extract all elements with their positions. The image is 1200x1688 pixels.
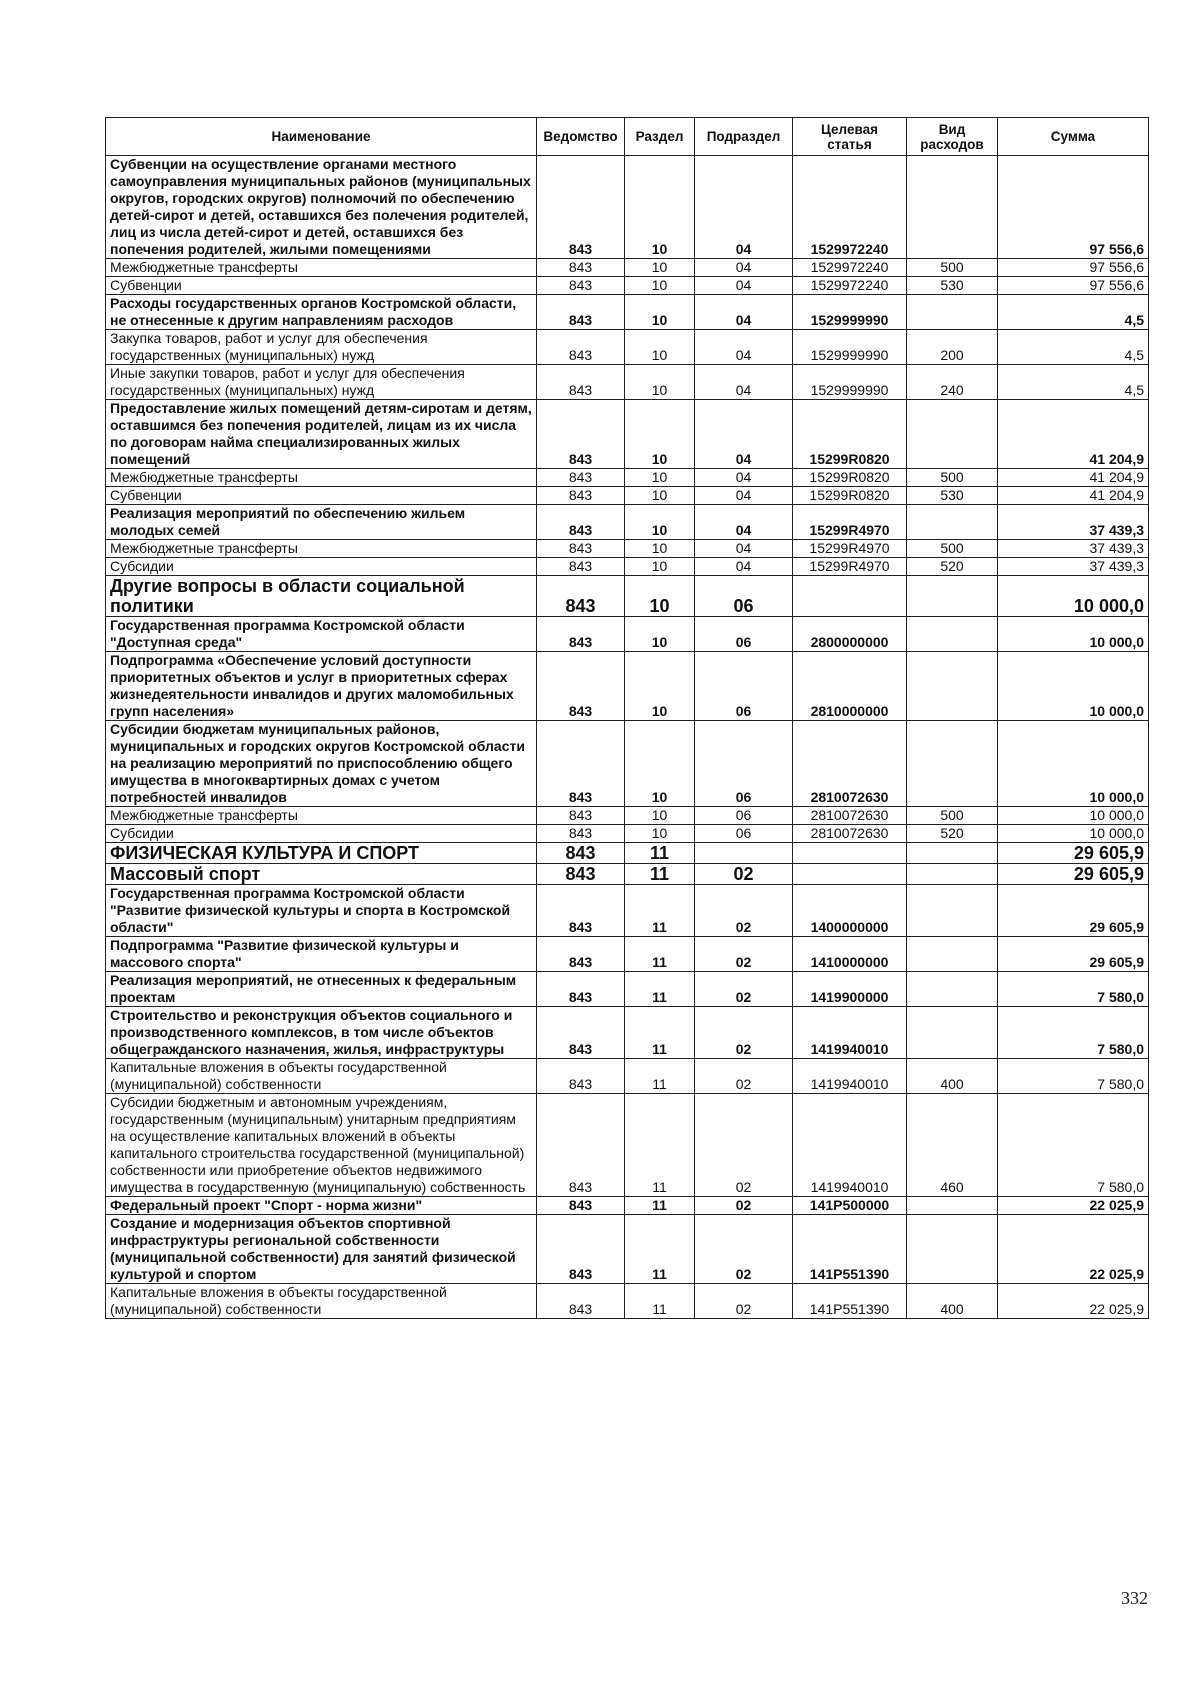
cell-expense-type — [907, 400, 998, 469]
cell-amount: 41 204,9 — [998, 469, 1149, 487]
cell-name: Межбюджетные трансферты — [106, 469, 537, 487]
cell-section: 11 — [625, 843, 695, 864]
cell-expense-type: 400 — [907, 1059, 998, 1094]
cell-name: Капитальные вложения в объекты государственной (муниципальной) собственности — [106, 1059, 537, 1094]
cell-name: Субвенции на осуществление органами местного самоуправления муниципальных районов (муниципальных округов, городских округов) полномочий по обеспечению детей-сирот и детей, оставшихся без полечения родителей, лиц из числа детей-сирот и детей, оставшихся без попечения родителей, жилыми помещениями — [106, 156, 537, 259]
cell-expense-type: 460 — [907, 1094, 998, 1197]
cell-expense-type — [907, 972, 998, 1007]
cell-expense-type: 520 — [907, 558, 998, 576]
cell-name: Межбюджетные трансферты — [106, 540, 537, 558]
cell-section: 11 — [625, 1094, 695, 1197]
cell-section: 10 — [625, 576, 695, 617]
table-row — [106, 365, 1149, 400]
cell-target-article — [793, 843, 907, 864]
cell-target-article: 1529999990 — [793, 330, 907, 365]
cell-target-article: 141Р551390 — [793, 1215, 907, 1284]
cell-amount: 22 025,9 — [998, 1215, 1149, 1284]
cell-department: 843 — [537, 330, 625, 365]
cell-department: 843 — [537, 1284, 625, 1319]
cell-subsection: 04 — [695, 487, 793, 505]
table-row — [106, 617, 1149, 652]
cell-expense-type — [907, 1197, 998, 1215]
cell-expense-type — [907, 937, 998, 972]
cell-department: 843 — [537, 1094, 625, 1197]
cell-subsection: 06 — [695, 652, 793, 721]
table-row — [106, 652, 1149, 721]
cell-subsection: 04 — [695, 330, 793, 365]
cell-subsection: 04 — [695, 156, 793, 259]
cell-amount: 37 439,3 — [998, 505, 1149, 540]
cell-expense-type: 500 — [907, 807, 998, 825]
cell-target-article — [793, 864, 907, 885]
cell-name: Создание и модернизация объектов спортивной инфраструктуры региональной собственности (муниципальной собственности) для занятий физической культурой и спортом — [106, 1215, 537, 1284]
table-row — [106, 825, 1149, 843]
cell-section: 11 — [625, 1007, 695, 1059]
cell-amount: 29 605,9 — [998, 937, 1149, 972]
cell-department: 843 — [537, 1007, 625, 1059]
table-row — [106, 885, 1149, 937]
cell-section: 10 — [625, 825, 695, 843]
table-row — [106, 1284, 1149, 1319]
cell-expense-type: 200 — [907, 330, 998, 365]
cell-name: Субсидии — [106, 558, 537, 576]
header-department: Ведомство — [537, 118, 625, 156]
cell-amount: 22 025,9 — [998, 1197, 1149, 1215]
cell-target-article: 2810072630 — [793, 721, 907, 807]
cell-amount: 4,5 — [998, 365, 1149, 400]
cell-department: 843 — [537, 1197, 625, 1215]
cell-expense-type: 530 — [907, 277, 998, 295]
cell-department: 843 — [537, 487, 625, 505]
cell-amount: 37 439,3 — [998, 558, 1149, 576]
table-row — [106, 400, 1149, 469]
cell-department: 843 — [537, 1215, 625, 1284]
table-row — [106, 721, 1149, 807]
cell-section: 11 — [625, 937, 695, 972]
cell-name: Федеральный проект "Спорт - норма жизни" — [106, 1197, 537, 1215]
cell-target-article: 141Р500000 — [793, 1197, 907, 1215]
cell-amount: 7 580,0 — [998, 1007, 1149, 1059]
cell-section: 11 — [625, 1059, 695, 1094]
cell-name: Закупка товаров, работ и услуг для обеспечения государственных (муниципальных) нужд — [106, 330, 537, 365]
cell-expense-type — [907, 721, 998, 807]
cell-target-article: 15299R0820 — [793, 487, 907, 505]
header-target-article: Целевая статья — [793, 118, 907, 156]
cell-target-article: 15299R0820 — [793, 400, 907, 469]
cell-target-article: 2800000000 — [793, 617, 907, 652]
cell-subsection: 06 — [695, 825, 793, 843]
cell-subsection: 04 — [695, 469, 793, 487]
cell-amount: 4,5 — [998, 330, 1149, 365]
cell-name: Государственная программа Костромской области "Развитие физической культуры и спорта в Костромской области" — [106, 885, 537, 937]
cell-section: 10 — [625, 505, 695, 540]
cell-subsection: 02 — [695, 1215, 793, 1284]
cell-department: 843 — [537, 505, 625, 540]
cell-section: 10 — [625, 652, 695, 721]
cell-subsection: 04 — [695, 277, 793, 295]
table-row — [106, 487, 1149, 505]
cell-name: Межбюджетные трансферты — [106, 259, 537, 277]
cell-name: Другие вопросы в области социальной политики — [106, 576, 537, 617]
cell-department: 843 — [537, 156, 625, 259]
table-row — [106, 972, 1149, 1007]
table-row — [106, 277, 1149, 295]
cell-amount: 10 000,0 — [998, 825, 1149, 843]
cell-department: 843 — [537, 558, 625, 576]
table-row — [106, 295, 1149, 330]
cell-target-article: 15299R0820 — [793, 469, 907, 487]
cell-department: 843 — [537, 400, 625, 469]
table-row — [106, 330, 1149, 365]
cell-expense-type: 520 — [907, 825, 998, 843]
cell-target-article: 1419900000 — [793, 972, 907, 1007]
cell-subsection: 02 — [695, 972, 793, 1007]
cell-subsection: 02 — [695, 1094, 793, 1197]
cell-amount: 97 556,6 — [998, 156, 1149, 259]
cell-department: 843 — [537, 652, 625, 721]
cell-target-article: 15299R4970 — [793, 505, 907, 540]
cell-department: 843 — [537, 885, 625, 937]
cell-department: 843 — [537, 825, 625, 843]
cell-subsection: 04 — [695, 259, 793, 277]
table-row — [106, 1094, 1149, 1197]
cell-section: 10 — [625, 807, 695, 825]
cell-department: 843 — [537, 277, 625, 295]
cell-section: 10 — [625, 277, 695, 295]
table-row — [106, 576, 1149, 617]
cell-name: Субвенции — [106, 487, 537, 505]
page-number: 332 — [1121, 1588, 1148, 1608]
cell-subsection: 06 — [695, 807, 793, 825]
cell-amount: 97 556,6 — [998, 259, 1149, 277]
cell-amount: 22 025,9 — [998, 1284, 1149, 1319]
cell-name: Субсидии бюджетным и автономным учреждениям, государственным (муниципальным) унитарным предприятиям на осуществление капитальных вложений в объекты капитального строительства государственной (муниципальной) собственности или приобретение объектов недвижимого имущества в государственную (муниципальную) собственность — [106, 1094, 537, 1197]
cell-subsection: 02 — [695, 885, 793, 937]
cell-section: 11 — [625, 972, 695, 1007]
cell-section: 11 — [625, 885, 695, 937]
header-name: Наименование — [106, 118, 537, 156]
cell-subsection: 02 — [695, 1284, 793, 1319]
table-row — [106, 156, 1149, 259]
cell-target-article: 2810000000 — [793, 652, 907, 721]
cell-amount: 10 000,0 — [998, 807, 1149, 825]
cell-expense-type — [907, 505, 998, 540]
cell-amount: 10 000,0 — [998, 576, 1149, 617]
cell-subsection: 06 — [695, 721, 793, 807]
cell-amount: 29 605,9 — [998, 864, 1149, 885]
cell-section: 10 — [625, 365, 695, 400]
table-row — [106, 1059, 1149, 1094]
cell-expense-type — [907, 576, 998, 617]
cell-section: 10 — [625, 617, 695, 652]
cell-name: Субвенции — [106, 277, 537, 295]
cell-section: 11 — [625, 864, 695, 885]
cell-target-article: 2810072630 — [793, 825, 907, 843]
table-row — [106, 1007, 1149, 1059]
table-row — [106, 505, 1149, 540]
cell-subsection: 04 — [695, 540, 793, 558]
cell-expense-type: 500 — [907, 469, 998, 487]
cell-subsection: 02 — [695, 1059, 793, 1094]
table-row — [106, 937, 1149, 972]
cell-target-article: 1419940010 — [793, 1007, 907, 1059]
cell-section: 11 — [625, 1284, 695, 1319]
cell-expense-type: 500 — [907, 259, 998, 277]
cell-target-article: 2810072630 — [793, 807, 907, 825]
cell-section: 11 — [625, 1215, 695, 1284]
cell-expense-type — [907, 1215, 998, 1284]
cell-name: Субсидии — [106, 825, 537, 843]
cell-department: 843 — [537, 295, 625, 330]
cell-target-article: 1419940010 — [793, 1094, 907, 1197]
cell-section: 10 — [625, 558, 695, 576]
cell-name: Подпрограмма «Обеспечение условий доступности приоритетных объектов и услуг в приоритетных сферах жизнедеятельности инвалидов и других маломобильных групп населения» — [106, 652, 537, 721]
budget-table — [105, 117, 1149, 1319]
cell-target-article: 1529999990 — [793, 365, 907, 400]
cell-subsection: 06 — [695, 576, 793, 617]
cell-name: Реализация мероприятий по обеспечению жильем молодых семей — [106, 505, 537, 540]
cell-target-article — [793, 576, 907, 617]
cell-target-article: 1529972240 — [793, 277, 907, 295]
header-amount: Сумма — [998, 118, 1149, 156]
cell-department: 843 — [537, 937, 625, 972]
cell-department: 843 — [537, 721, 625, 807]
cell-department: 843 — [537, 469, 625, 487]
cell-target-article: 1529972240 — [793, 156, 907, 259]
cell-department: 843 — [537, 972, 625, 1007]
cell-amount: 37 439,3 — [998, 540, 1149, 558]
cell-expense-type — [907, 843, 998, 864]
cell-department: 843 — [537, 365, 625, 400]
cell-target-article: 1419940010 — [793, 1059, 907, 1094]
cell-subsection: 06 — [695, 617, 793, 652]
table-row — [106, 1215, 1149, 1284]
cell-section: 11 — [625, 1197, 695, 1215]
cell-subsection: 04 — [695, 505, 793, 540]
cell-name: Расходы государственных органов Костромской области, не отнесенные к другим направлениям расходов — [106, 295, 537, 330]
cell-target-article: 1410000000 — [793, 937, 907, 972]
cell-amount: 4,5 — [998, 295, 1149, 330]
cell-name: Реализация мероприятий, не отнесенных к федеральным проектам — [106, 972, 537, 1007]
cell-department: 843 — [537, 843, 625, 864]
cell-name: Государственная программа Костромской области "Доступная среда" — [106, 617, 537, 652]
header-section: Раздел — [625, 118, 695, 156]
cell-section: 10 — [625, 540, 695, 558]
cell-amount: 10 000,0 — [998, 617, 1149, 652]
cell-subsection: 02 — [695, 864, 793, 885]
cell-target-article: 15299R4970 — [793, 558, 907, 576]
cell-amount: 7 580,0 — [998, 972, 1149, 1007]
cell-amount: 29 605,9 — [998, 885, 1149, 937]
cell-subsection: 02 — [695, 1197, 793, 1215]
cell-name: ФИЗИЧЕСКАЯ КУЛЬТУРА И СПОРТ — [106, 843, 537, 864]
cell-section: 10 — [625, 295, 695, 330]
cell-amount: 7 580,0 — [998, 1094, 1149, 1197]
table-row — [106, 540, 1149, 558]
cell-department: 843 — [537, 259, 625, 277]
table-row — [106, 259, 1149, 277]
cell-subsection: 04 — [695, 400, 793, 469]
cell-amount: 7 580,0 — [998, 1059, 1149, 1094]
table-row — [106, 807, 1149, 825]
cell-subsection: 04 — [695, 295, 793, 330]
cell-amount: 41 204,9 — [998, 487, 1149, 505]
cell-subsection — [695, 843, 793, 864]
cell-department: 843 — [537, 1059, 625, 1094]
cell-target-article: 15299R4970 — [793, 540, 907, 558]
cell-name: Субсидии бюджетам муниципальных районов, муниципальных и городских округов Костромской области на реализацию мероприятий по приспособлению общего имущества в многоквартирных домах с учетом потребностей инвалидов — [106, 721, 537, 807]
cell-name: Иные закупки товаров, работ и услуг для обеспечения государственных (муниципальных) нужд — [106, 365, 537, 400]
header-subsection: Подраздел — [695, 118, 793, 156]
cell-section: 10 — [625, 487, 695, 505]
cell-expense-type: 530 — [907, 487, 998, 505]
cell-target-article: 1400000000 — [793, 885, 907, 937]
cell-subsection: 04 — [695, 558, 793, 576]
table-row — [106, 558, 1149, 576]
table-header-row — [106, 118, 1149, 156]
table-row — [106, 469, 1149, 487]
cell-expense-type — [907, 652, 998, 721]
cell-amount: 97 556,6 — [998, 277, 1149, 295]
cell-department: 843 — [537, 576, 625, 617]
cell-subsection: 02 — [695, 937, 793, 972]
cell-amount: 41 204,9 — [998, 400, 1149, 469]
cell-name: Подпрограмма "Развитие физической культуры и массового спорта" — [106, 937, 537, 972]
cell-expense-type: 400 — [907, 1284, 998, 1319]
cell-section: 10 — [625, 469, 695, 487]
cell-amount: 10 000,0 — [998, 652, 1149, 721]
cell-expense-type — [907, 295, 998, 330]
cell-name: Строительство и реконструкция объектов социального и производственного комплексов, в том числе объектов общегражданского назначения, жилья, инфраструктуры — [106, 1007, 537, 1059]
cell-target-article: 1529999990 — [793, 295, 907, 330]
cell-department: 843 — [537, 807, 625, 825]
cell-expense-type: 240 — [907, 365, 998, 400]
cell-name: Межбюджетные трансферты — [106, 807, 537, 825]
cell-department: 843 — [537, 540, 625, 558]
cell-section: 10 — [625, 156, 695, 259]
table-row — [106, 1197, 1149, 1215]
cell-expense-type — [907, 885, 998, 937]
cell-expense-type — [907, 864, 998, 885]
cell-expense-type — [907, 1007, 998, 1059]
table-row — [106, 843, 1149, 864]
cell-amount: 10 000,0 — [998, 721, 1149, 807]
cell-name: Предоставление жилых помещений детям-сиротам и детям, оставшимся без попечения родителей, лицам из их числа по договорам найма специализированных жилых помещений — [106, 400, 537, 469]
cell-subsection: 02 — [695, 1007, 793, 1059]
cell-section: 10 — [625, 330, 695, 365]
cell-expense-type: 500 — [907, 540, 998, 558]
cell-subsection: 04 — [695, 365, 793, 400]
cell-expense-type — [907, 617, 998, 652]
cell-department: 843 — [537, 617, 625, 652]
cell-name: Капитальные вложения в объекты государственной (муниципальной) собственности — [106, 1284, 537, 1319]
cell-section: 10 — [625, 259, 695, 277]
table-body — [106, 156, 1149, 1319]
cell-target-article: 141Р551390 — [793, 1284, 907, 1319]
cell-department: 843 — [537, 864, 625, 885]
cell-expense-type — [907, 156, 998, 259]
header-expense-type: Вид расходов — [907, 118, 998, 156]
cell-section: 10 — [625, 721, 695, 807]
cell-amount: 29 605,9 — [998, 843, 1149, 864]
cell-name: Массовый спорт — [106, 864, 537, 885]
cell-section: 10 — [625, 400, 695, 469]
table-row — [106, 864, 1149, 885]
cell-target-article: 1529972240 — [793, 259, 907, 277]
